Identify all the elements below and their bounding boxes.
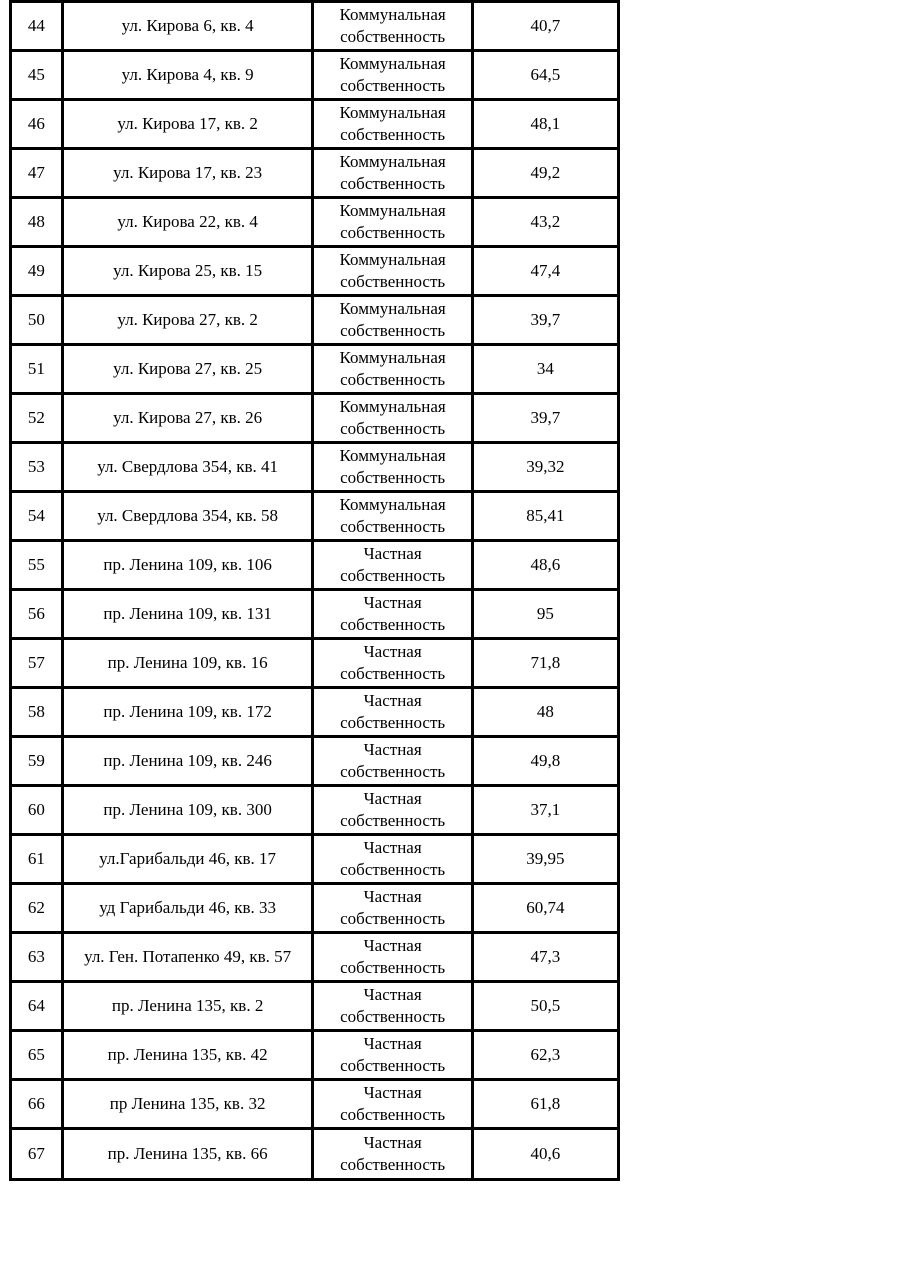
- ownership-type-text: Частная: [363, 642, 422, 661]
- ownership-suffix-text: собственность: [340, 1007, 446, 1026]
- row-number-cell: 51: [11, 345, 63, 394]
- area-cell: 60,74: [472, 884, 618, 933]
- area-cell: 47,3: [472, 933, 618, 982]
- ownership-type-text: Коммунальная: [339, 299, 446, 318]
- ownership-cell: [313, 51, 472, 100]
- ownership-cell: [313, 1129, 472, 1180]
- table-row: [11, 933, 619, 982]
- ownership-suffix-text: собственность: [340, 321, 446, 340]
- ownership-type-text: Частная: [363, 593, 422, 612]
- table-row: [11, 100, 619, 149]
- ownership-type-text: Частная: [363, 740, 422, 759]
- ownership-type-text: Коммунальная: [339, 54, 446, 73]
- address-cell: ул. Ген. Потапенко 49, кв. 57: [62, 933, 313, 982]
- table-row: [11, 590, 619, 639]
- ownership-suffix-text: собственность: [340, 958, 446, 977]
- ownership-suffix-text: собственность: [340, 174, 446, 193]
- ownership-cell: [313, 933, 472, 982]
- area-cell: 48: [472, 688, 618, 737]
- address-cell: ул. Кирова 27, кв. 25: [62, 345, 313, 394]
- ownership-suffix-text: собственность: [340, 468, 446, 487]
- address-cell: пр. Ленина 135, кв. 42: [62, 1031, 313, 1080]
- row-number-cell: 52: [11, 394, 63, 443]
- row-number-cell: 58: [11, 688, 63, 737]
- ownership-type-text: Частная: [363, 544, 422, 563]
- ownership-cell: [313, 296, 472, 345]
- address-cell: пр. Ленина 109, кв. 131: [62, 590, 313, 639]
- table-row: [11, 1129, 619, 1180]
- ownership-cell: [313, 688, 472, 737]
- table-row: [11, 982, 619, 1031]
- table-row: [11, 394, 619, 443]
- ownership-suffix-text: собственность: [340, 223, 446, 242]
- ownership-cell: [313, 590, 472, 639]
- ownership-suffix-text: собственность: [340, 566, 446, 585]
- area-cell: 40,6: [472, 1129, 618, 1180]
- row-number-cell: 55: [11, 541, 63, 590]
- ownership-cell: [313, 1080, 472, 1129]
- ownership-type-text: Коммунальная: [339, 397, 446, 416]
- ownership-type-text: Частная: [363, 789, 422, 808]
- table-row: [11, 2, 619, 51]
- area-cell: 37,1: [472, 786, 618, 835]
- ownership-cell: [313, 443, 472, 492]
- row-number-cell: 47: [11, 149, 63, 198]
- address-cell: ул. Кирова 22, кв. 4: [62, 198, 313, 247]
- area-cell: 49,2: [472, 149, 618, 198]
- table-row: [11, 247, 619, 296]
- ownership-cell: [313, 149, 472, 198]
- address-cell: ул. Кирова 4, кв. 9: [62, 51, 313, 100]
- address-cell: ул. Свердлова 354, кв. 58: [62, 492, 313, 541]
- ownership-type-text: Частная: [363, 691, 422, 710]
- address-cell: пр. Ленина 109, кв. 300: [62, 786, 313, 835]
- ownership-suffix-text: собственность: [340, 125, 446, 144]
- ownership-cell: [313, 247, 472, 296]
- address-cell: уд Гарибальди 46, кв. 33: [62, 884, 313, 933]
- ownership-type-text: Частная: [363, 985, 422, 1004]
- table-row: [11, 786, 619, 835]
- address-cell: ул. Кирова 17, кв. 23: [62, 149, 313, 198]
- ownership-cell: [313, 100, 472, 149]
- table-row: [11, 688, 619, 737]
- address-cell: пр. Ленина 135, кв. 2: [62, 982, 313, 1031]
- area-cell: 49,8: [472, 737, 618, 786]
- row-number-cell: 60: [11, 786, 63, 835]
- ownership-type-text: Частная: [363, 887, 422, 906]
- row-number-cell: 56: [11, 590, 63, 639]
- address-cell: пр. Ленина 109, кв. 16: [62, 639, 313, 688]
- table-row: [11, 443, 619, 492]
- area-cell: 48,1: [472, 100, 618, 149]
- address-cell: ул. Кирова 25, кв. 15: [62, 247, 313, 296]
- ownership-suffix-text: собственность: [340, 1155, 446, 1174]
- ownership-suffix-text: собственность: [340, 370, 446, 389]
- area-cell: 47,4: [472, 247, 618, 296]
- table-row: [11, 51, 619, 100]
- table-row: [11, 541, 619, 590]
- row-number-cell: 62: [11, 884, 63, 933]
- ownership-suffix-text: собственность: [340, 27, 446, 46]
- row-number-cell: 67: [11, 1129, 63, 1180]
- ownership-suffix-text: собственность: [340, 419, 446, 438]
- row-number-cell: 59: [11, 737, 63, 786]
- area-cell: 62,3: [472, 1031, 618, 1080]
- property-table-body: [11, 2, 619, 1180]
- ownership-suffix-text: собственность: [340, 76, 446, 95]
- area-cell: 71,8: [472, 639, 618, 688]
- table-row: [11, 1080, 619, 1129]
- table-row: [11, 884, 619, 933]
- row-number-cell: 57: [11, 639, 63, 688]
- ownership-cell: [313, 982, 472, 1031]
- ownership-suffix-text: собственность: [340, 1105, 446, 1124]
- area-cell: 34: [472, 345, 618, 394]
- ownership-cell: [313, 541, 472, 590]
- ownership-suffix-text: собственность: [340, 1056, 446, 1075]
- row-number-cell: 44: [11, 2, 63, 51]
- ownership-cell: [313, 786, 472, 835]
- ownership-suffix-text: собственность: [340, 909, 446, 928]
- row-number-cell: 49: [11, 247, 63, 296]
- property-table: [9, 0, 620, 1181]
- ownership-suffix-text: собственность: [340, 713, 446, 732]
- ownership-type-text: Коммунальная: [339, 201, 446, 220]
- area-cell: 39,95: [472, 835, 618, 884]
- ownership-type-text: Частная: [363, 1133, 422, 1152]
- address-cell: ул. Свердлова 354, кв. 41: [62, 443, 313, 492]
- address-cell: пр Ленина 135, кв. 32: [62, 1080, 313, 1129]
- ownership-cell: [313, 2, 472, 51]
- table-row: [11, 737, 619, 786]
- area-cell: 39,7: [472, 394, 618, 443]
- ownership-type-text: Коммунальная: [339, 152, 446, 171]
- area-cell: 64,5: [472, 51, 618, 100]
- address-cell: пр. Ленина 109, кв. 106: [62, 541, 313, 590]
- ownership-cell: [313, 394, 472, 443]
- row-number-cell: 50: [11, 296, 63, 345]
- ownership-type-text: Коммунальная: [339, 348, 446, 367]
- ownership-cell: [313, 737, 472, 786]
- address-cell: пр. Ленина 135, кв. 66: [62, 1129, 313, 1180]
- ownership-suffix-text: собственность: [340, 664, 446, 683]
- address-cell: ул. Кирова 27, кв. 2: [62, 296, 313, 345]
- area-cell: 50,5: [472, 982, 618, 1031]
- table-row: [11, 345, 619, 394]
- area-cell: 39,32: [472, 443, 618, 492]
- ownership-suffix-text: собственность: [340, 517, 446, 536]
- ownership-cell: [313, 345, 472, 394]
- row-number-cell: 63: [11, 933, 63, 982]
- address-cell: пр. Ленина 109, кв. 172: [62, 688, 313, 737]
- ownership-type-text: Коммунальная: [339, 495, 446, 514]
- ownership-cell: [313, 492, 472, 541]
- ownership-type-text: Частная: [363, 1083, 422, 1102]
- table-row: [11, 198, 619, 247]
- ownership-suffix-text: собственность: [340, 272, 446, 291]
- row-number-cell: 45: [11, 51, 63, 100]
- area-cell: 95: [472, 590, 618, 639]
- ownership-type-text: Коммунальная: [339, 5, 446, 24]
- ownership-suffix-text: собственность: [340, 860, 446, 879]
- table-row: [11, 492, 619, 541]
- area-cell: 40,7: [472, 2, 618, 51]
- address-cell: ул. Кирова 27, кв. 26: [62, 394, 313, 443]
- ownership-type-text: Коммунальная: [339, 446, 446, 465]
- address-cell: ул. Кирова 17, кв. 2: [62, 100, 313, 149]
- ownership-cell: [313, 198, 472, 247]
- ownership-cell: [313, 639, 472, 688]
- area-cell: 61,8: [472, 1080, 618, 1129]
- ownership-suffix-text: собственность: [340, 615, 446, 634]
- table-row: [11, 296, 619, 345]
- table-row: [11, 149, 619, 198]
- row-number-cell: 48: [11, 198, 63, 247]
- row-number-cell: 53: [11, 443, 63, 492]
- ownership-suffix-text: собственность: [340, 762, 446, 781]
- ownership-suffix-text: собственность: [340, 811, 446, 830]
- area-cell: 39,7: [472, 296, 618, 345]
- ownership-cell: [313, 1031, 472, 1080]
- table-row: [11, 639, 619, 688]
- row-number-cell: 65: [11, 1031, 63, 1080]
- address-cell: пр. Ленина 109, кв. 246: [62, 737, 313, 786]
- ownership-type-text: Частная: [363, 936, 422, 955]
- row-number-cell: 46: [11, 100, 63, 149]
- table-row: [11, 1031, 619, 1080]
- ownership-type-text: Коммунальная: [339, 250, 446, 269]
- ownership-cell: [313, 884, 472, 933]
- area-cell: 85,41: [472, 492, 618, 541]
- area-cell: 48,6: [472, 541, 618, 590]
- row-number-cell: 54: [11, 492, 63, 541]
- ownership-type-text: Частная: [363, 1034, 422, 1053]
- row-number-cell: 66: [11, 1080, 63, 1129]
- property-table-container: [9, 0, 620, 1181]
- ownership-type-text: Частная: [363, 838, 422, 857]
- row-number-cell: 61: [11, 835, 63, 884]
- address-cell: ул. Кирова 6, кв. 4: [62, 2, 313, 51]
- area-cell: 43,2: [472, 198, 618, 247]
- address-cell: ул.Гарибальди 46, кв. 17: [62, 835, 313, 884]
- table-row: [11, 835, 619, 884]
- ownership-type-text: Коммунальная: [339, 103, 446, 122]
- ownership-cell: [313, 835, 472, 884]
- row-number-cell: 64: [11, 982, 63, 1031]
